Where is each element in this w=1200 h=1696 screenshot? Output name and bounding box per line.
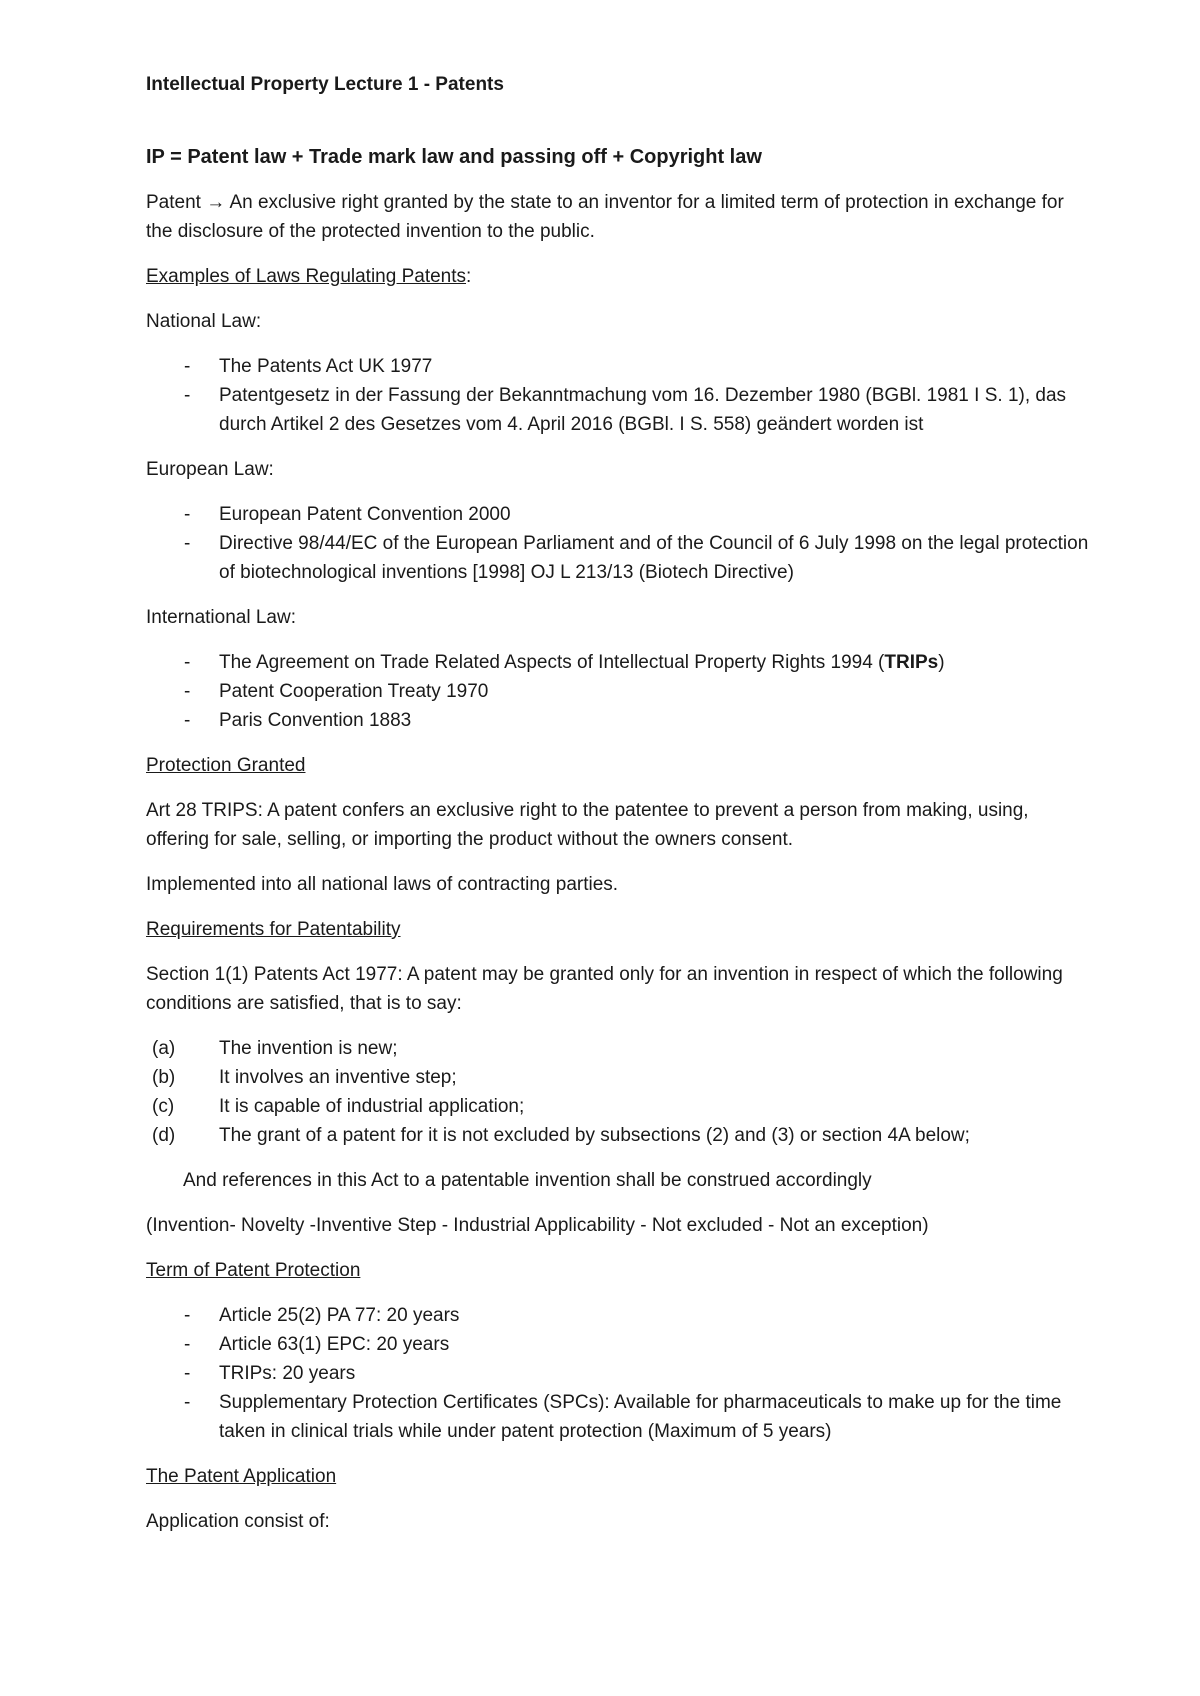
list-item-text: Directive 98/44/EC of the European Parliament and of the Council of 6 July 1998 on the legal protection of biotechnological inventions [1998] OJ L 213/13 (Biotech Directive) bbox=[219, 533, 1089, 583]
list-item bbox=[146, 1359, 1090, 1388]
list-item-text: Article 25(2) PA 77: 20 years bbox=[219, 1305, 460, 1326]
examples-heading-line bbox=[146, 262, 1090, 291]
list-item-text: Patentgesetz in der Fassung der Bekanntmachung vom 16. Dezember 1980 (BGBl. 1981 I S. 1), das durch Artikel 2 des Gesetzes vom 4. April 2016 (BGBl. I S. 558) geändert worden ist bbox=[219, 385, 1067, 435]
list-item-text: It is capable of industrial application; bbox=[219, 1096, 525, 1117]
dash-marker: - bbox=[184, 652, 191, 673]
list-item bbox=[146, 1092, 1090, 1121]
dash-marker: - bbox=[184, 681, 191, 702]
patent-term: Patent bbox=[146, 192, 201, 213]
list-item bbox=[146, 529, 1090, 587]
dash-marker: - bbox=[184, 1363, 191, 1384]
trips-bold: TRIPs bbox=[884, 652, 939, 673]
implemented-text: Implemented into all national laws of contracting parties. bbox=[146, 874, 619, 895]
patent-definition bbox=[146, 188, 1090, 246]
dash-marker: - bbox=[184, 385, 191, 406]
term-heading: Term of Patent Protection bbox=[146, 1260, 361, 1281]
protection-text: Art 28 TRIPS: A patent confers an exclusive right to the patentee to prevent a person from making, using, offering for sale, selling, or importing the product without the owners consent. bbox=[146, 800, 1029, 850]
european-law-label: European Law: bbox=[146, 459, 274, 480]
protection-heading: Protection Granted bbox=[146, 755, 306, 776]
list-item-text-close: ) bbox=[938, 652, 945, 673]
list-item-text: TRIPs: 20 years bbox=[219, 1363, 356, 1384]
list-item bbox=[146, 1034, 1090, 1063]
requirements-intro: Section 1(1) Patents Act 1977: A patent may be granted only for an invention in respect of which the following conditions are satisfied, that is to say: bbox=[146, 964, 1063, 1014]
dash-marker: - bbox=[184, 1305, 191, 1326]
application-heading: The Patent Application bbox=[146, 1466, 337, 1487]
application-text: Application consist of: bbox=[146, 1511, 330, 1532]
list-item-text: The invention is new; bbox=[219, 1038, 398, 1059]
list-marker: (c) bbox=[152, 1096, 175, 1117]
national-law-label: National Law: bbox=[146, 311, 262, 332]
list-item bbox=[146, 381, 1090, 439]
list-item-text: Paris Convention 1883 bbox=[219, 710, 412, 731]
term-list bbox=[146, 1301, 1090, 1446]
list-marker: (d) bbox=[152, 1125, 176, 1146]
list-item bbox=[146, 1121, 1090, 1150]
requirements-heading: Requirements for Patentability bbox=[146, 919, 401, 940]
dash-marker: - bbox=[184, 504, 191, 525]
list-item-text: The Patents Act UK 1977 bbox=[219, 356, 433, 377]
requirements-closing: And references in this Act to a patentable invention shall be construed accordingly bbox=[183, 1170, 872, 1191]
list-item bbox=[146, 500, 1090, 529]
list-item-text: Supplementary Protection Certificates (SPCs): Available for pharmaceuticals to make up for the time taken in clinical trials while under patent protection (Maximum of 5 years) bbox=[219, 1392, 1062, 1442]
list-item-text: European Patent Convention 2000 bbox=[219, 504, 511, 525]
list-item bbox=[146, 706, 1090, 735]
list-item bbox=[146, 648, 1090, 677]
national-law-list bbox=[146, 352, 1090, 439]
examples-colon: : bbox=[466, 266, 472, 287]
dash-marker: - bbox=[184, 1392, 191, 1413]
dash-marker: - bbox=[184, 356, 191, 377]
dash-marker: - bbox=[184, 533, 191, 554]
european-law-list bbox=[146, 500, 1090, 587]
list-marker: (b) bbox=[152, 1067, 176, 1088]
list-item-text: Patent Cooperation Treaty 1970 bbox=[219, 681, 489, 702]
list-marker: (a) bbox=[152, 1038, 176, 1059]
requirements-list bbox=[146, 1034, 1090, 1150]
list-item bbox=[146, 352, 1090, 381]
list-item-text: The grant of a patent for it is not excluded by subsections (2) and (3) or section 4A below; bbox=[219, 1125, 970, 1146]
requirements-summary: (Invention- Novelty -Inventive Step - Industrial Applicability - Not excluded - Not an exception) bbox=[146, 1215, 929, 1236]
document-title: Intellectual Property Lecture 1 - Patents bbox=[146, 74, 504, 95]
list-item-text: Article 63(1) EPC: 20 years bbox=[219, 1334, 450, 1355]
list-item bbox=[146, 677, 1090, 706]
right-arrow-icon: → bbox=[206, 192, 226, 213]
international-law-label: International Law: bbox=[146, 607, 296, 628]
patent-definition-text: An exclusive right granted by the state to an inventor for a limited term of protection in exchange for the disclosure of the protected invention to the public. bbox=[146, 192, 1064, 242]
international-law-list bbox=[146, 648, 1090, 735]
dash-marker: - bbox=[184, 710, 191, 731]
list-item-text: The Agreement on Trade Related Aspects of Intellectual Property Rights 1994 ( bbox=[219, 652, 885, 673]
ip-equation-heading: IP = Patent law + Trade mark law and passing off + Copyright law bbox=[146, 146, 762, 168]
list-item bbox=[146, 1063, 1090, 1092]
list-item bbox=[146, 1330, 1090, 1359]
list-item-text: It involves an inventive step; bbox=[219, 1067, 457, 1088]
examples-heading: Examples of Laws Regulating Patents bbox=[146, 266, 467, 287]
list-item bbox=[146, 1388, 1090, 1446]
list-item bbox=[146, 1301, 1090, 1330]
dash-marker: - bbox=[184, 1334, 191, 1355]
